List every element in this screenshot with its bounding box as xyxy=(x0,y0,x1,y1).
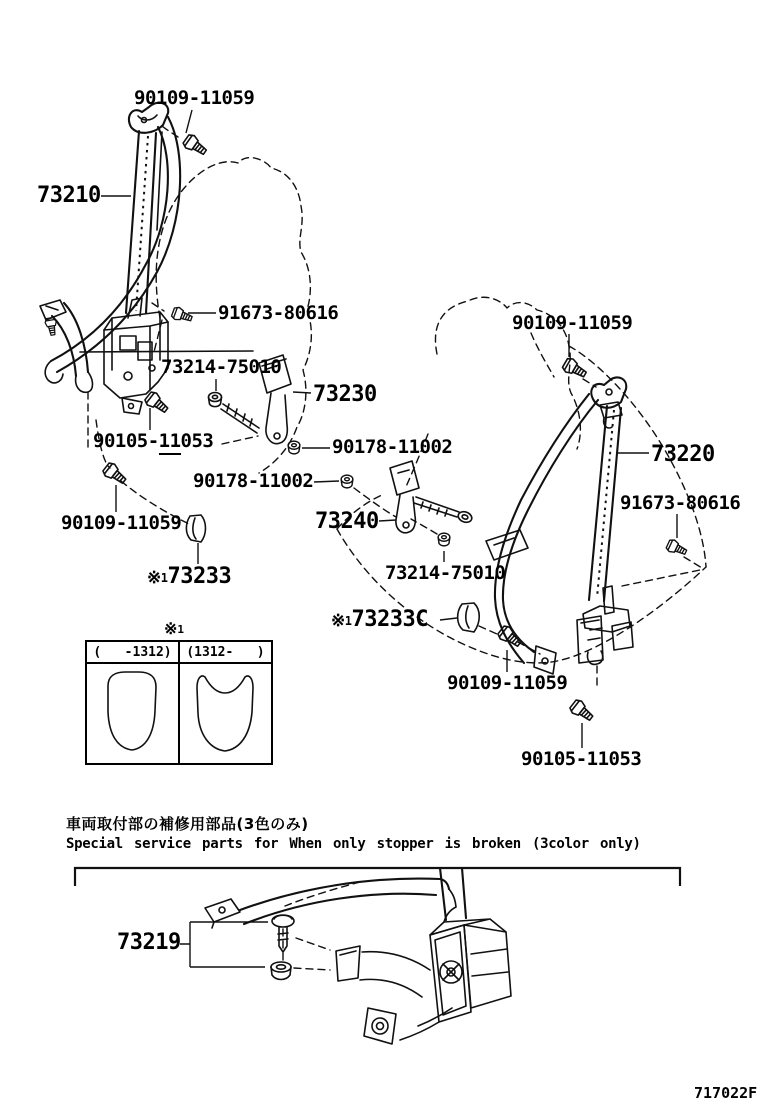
variant-col-before: ( -1312) xyxy=(87,642,180,662)
part-label-bolt-top-right: 90109-11059 xyxy=(512,312,633,334)
part-label-screw-left: 91673-80616 xyxy=(218,302,339,324)
nut-icon xyxy=(438,533,450,546)
part-label-stopper-right xyxy=(331,609,428,631)
part-label-anchor-bolt-left xyxy=(93,432,213,451)
variant-table xyxy=(85,640,273,765)
bolt-icon xyxy=(143,390,170,416)
reference-number: 1 xyxy=(160,571,168,585)
part-label-bolt-top-left: 90109-11059 xyxy=(134,87,255,109)
part-label-belt-left: 73210 xyxy=(37,183,101,208)
bolt-icon xyxy=(182,133,209,158)
reference-mark: ※ xyxy=(331,611,345,631)
label-text: 90105- xyxy=(93,430,159,452)
part-label-bolt-lower-mid: 90109-11059 xyxy=(447,672,568,694)
nut-icon xyxy=(209,393,222,407)
note-english: Special service parts for When only stopper is broken (3color only) xyxy=(66,836,641,852)
part-label-buckle-outer: 73240 xyxy=(315,509,379,534)
stopper-shape-early-icon xyxy=(87,664,177,765)
screw-icon xyxy=(171,306,194,325)
part-label-bolt-buckle-inner: 90178-11002 xyxy=(332,436,453,458)
note-japanese: 車両取付部の補修用部品(3色のみ) xyxy=(66,815,309,833)
variant-col-after: (1312- ) xyxy=(186,644,265,660)
right-belt-assembly-art xyxy=(486,377,702,690)
variant-table-header xyxy=(87,642,271,664)
bolt-icon xyxy=(568,698,595,724)
variant-table-reference xyxy=(164,619,184,638)
label-text-underlined: 11 xyxy=(159,430,181,455)
fastener-icons xyxy=(44,133,688,724)
nut-icon xyxy=(341,475,353,488)
part-label-screw-right: 91673-80616 xyxy=(620,492,741,514)
part-label-repair-kit: 73219 xyxy=(117,930,181,955)
repair-parts-art xyxy=(75,868,680,1044)
reference-number: 1 xyxy=(344,614,352,628)
part-label-anchor-nut-left: 73214-75010 xyxy=(161,356,282,378)
screw-icon xyxy=(665,538,688,558)
part-label-anchor-bolt-right: 90105-11053 xyxy=(521,748,642,770)
part-label-bolt-buckle-outer: 90178-11002 xyxy=(193,470,314,492)
variant-shape-before xyxy=(87,664,180,765)
part-label-anchor-nut-right: 73214-75010 xyxy=(385,562,506,584)
label-text: 053 xyxy=(180,430,214,452)
reference-mark: ※ xyxy=(164,619,178,638)
part-label-belt-right: 73220 xyxy=(651,442,715,467)
part-label-buckle-inner: 73230 xyxy=(313,382,377,407)
drawing-code: 717022F xyxy=(694,1084,758,1102)
variant-shape-after xyxy=(180,664,271,765)
stopper-shape-late-icon xyxy=(180,664,270,765)
label-text: 73233 xyxy=(167,564,232,589)
nut-icon xyxy=(288,441,300,454)
bolt-icon xyxy=(496,624,523,650)
variant-table-body xyxy=(87,664,271,765)
bolt-icon xyxy=(561,357,588,381)
reference-number: 1 xyxy=(177,623,185,636)
part-label-stopper-left xyxy=(147,566,231,588)
part-label-bolt-lower-left: 90109-11059 xyxy=(61,512,182,534)
label-text: 73233C xyxy=(351,607,428,632)
reference-mark: ※ xyxy=(147,568,161,588)
